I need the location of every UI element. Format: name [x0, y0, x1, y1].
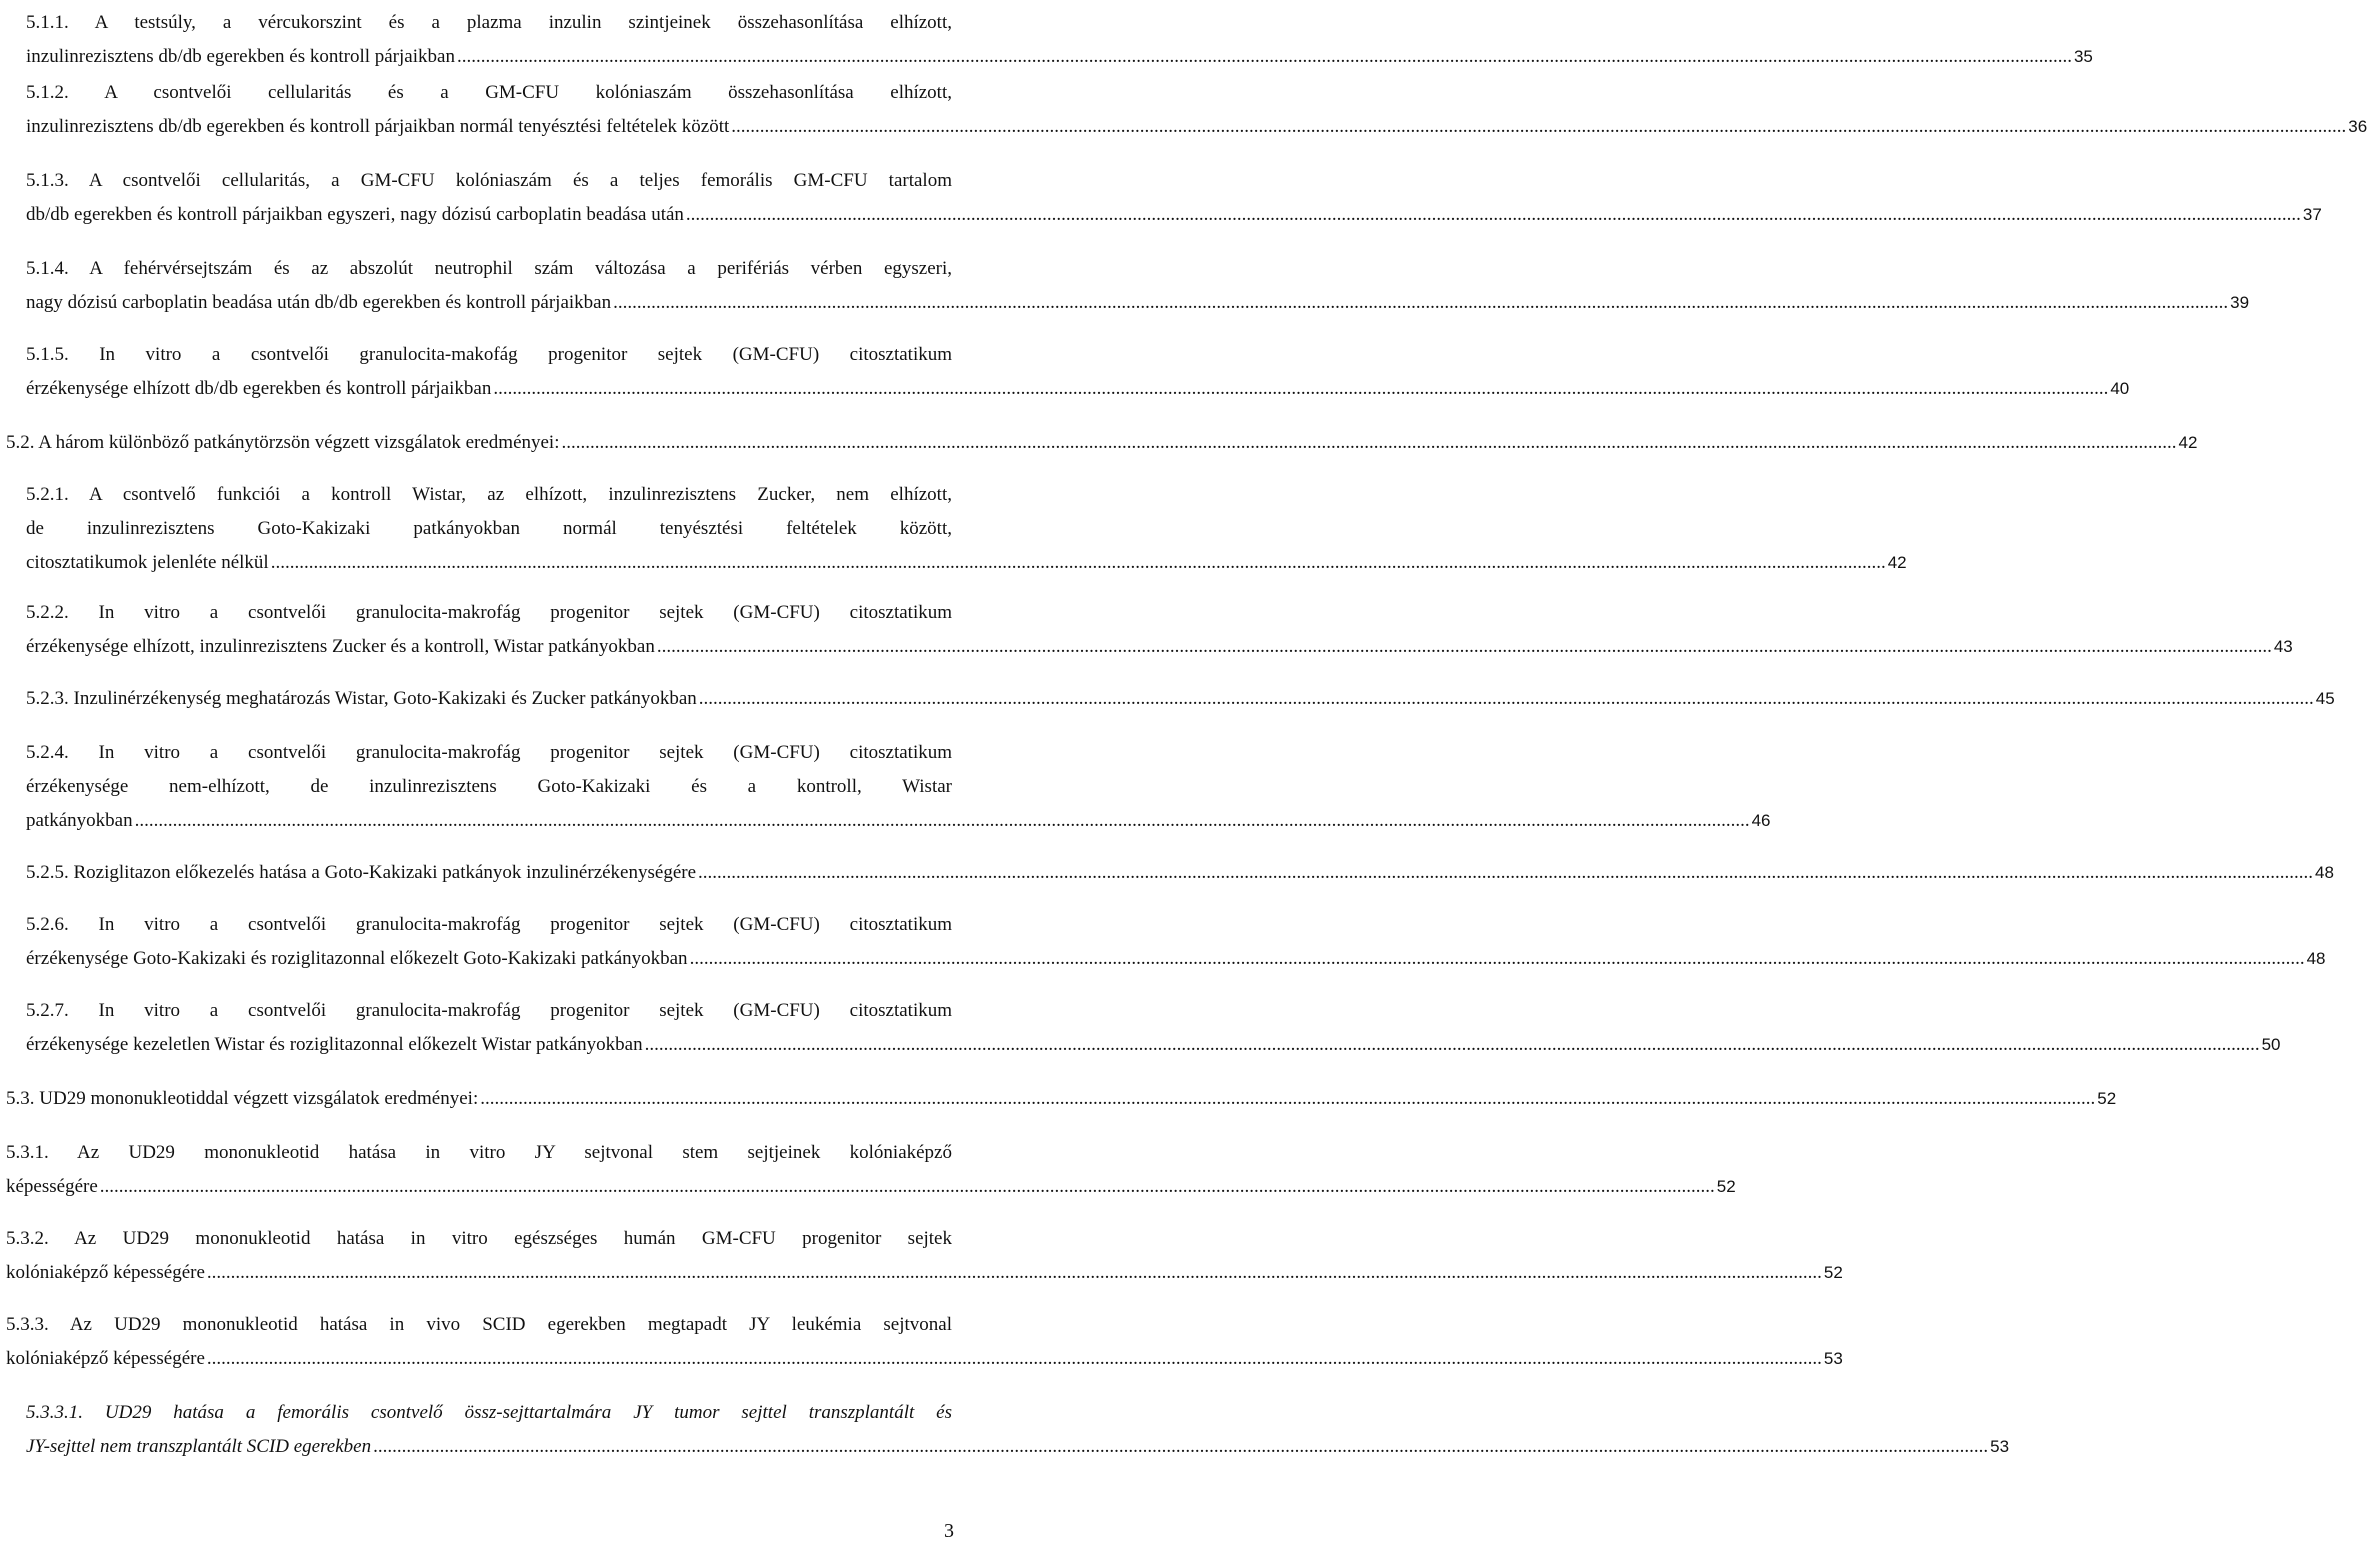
toc-page-number: 46	[1751, 811, 1771, 830]
toc-text: inzulinrezisztens db/db egerekben és kontroll párjaikban	[26, 46, 455, 67]
toc-text: kolóniaképző képességére	[6, 1262, 205, 1283]
toc-leader	[562, 432, 2177, 453]
toc-text: kolóniaképző képességére	[6, 1348, 205, 1369]
toc-page-number: 52	[1716, 1177, 1736, 1196]
toc-text: képességére	[6, 1176, 98, 1197]
toc-page-number: 52	[2097, 1089, 2117, 1108]
toc-line: 5.1.4. A fehérvérsejtszám és az abszolút neutrophil szám változása a perifériás vérben egyszeri,	[26, 258, 952, 279]
toc-text: inzulinrezisztens db/db egerekben és kontroll párjaikban normál tenyésztési feltételek között	[26, 116, 730, 137]
toc-line: 5.3.2. Az UD29 mononukleotid hatása in vitro egészséges humán GM-CFU progenitor sejtek	[6, 1228, 952, 1249]
toc-entry	[26, 682, 2335, 716]
toc-text: nagy dózisú carboplatin beadása után db/db egerekben és kontroll párjaikban	[26, 292, 612, 313]
toc-entry	[26, 856, 2334, 890]
toc-line: de inzulinrezisztens Goto-Kakizaki patkányokban normál tenyésztési feltételek között,	[26, 518, 952, 539]
toc-leader	[699, 688, 2314, 709]
toc-entry	[26, 6, 2093, 74]
toc-text: 5.2.3. Inzulinérzékenység meghatározás Wistar, Goto-Kakizaki és Zucker patkányokban	[26, 688, 697, 709]
toc-text: érzékenysége elhízott db/db egerekben és kontroll párjaikban	[26, 378, 492, 399]
toc-line: 5.1.3. A csontvelői cellularitás, a GM-CFU kolóniaszám és a teljes femorális GM-CFU tartalom	[26, 170, 952, 191]
toc-page-number: 43	[2273, 637, 2293, 656]
toc-leader	[207, 1348, 1822, 1369]
page-number: 3	[944, 1520, 954, 1542]
toc-entry	[26, 596, 2293, 664]
toc-page-number: 48	[2315, 863, 2334, 882]
toc-text: JY-sejttel nem transzplantált SCID egerekben	[26, 1436, 372, 1457]
toc-entry	[26, 908, 2326, 976]
toc-page-number: 45	[2315, 689, 2335, 708]
toc-text: érzékenysége kezeletlen Wistar és roziglitazonnal előkezelt Wistar patkányokban	[26, 1034, 643, 1055]
toc-leader	[731, 116, 2346, 137]
toc-page-number: 36	[2348, 117, 2367, 136]
toc-entry	[26, 164, 2322, 232]
toc-line: 5.1.5. In vitro a csontvelői granulocita-makofág progenitor sejtek (GM-CFU) citosztatikum	[26, 344, 952, 365]
toc-text: 5.2. A három különböző patkánytörzsön végzett vizsgálatok eredményei:	[6, 432, 560, 453]
toc-line: 5.2.6. In vitro a csontvelői granulocita-makrofág progenitor sejtek (GM-CFU) citosztatikum	[26, 914, 952, 935]
toc-page-number: 35	[2073, 47, 2093, 66]
toc-page-number: 48	[2306, 949, 2326, 968]
toc-page-number: 53	[1823, 1349, 1843, 1368]
toc-leader	[493, 378, 2108, 399]
toc-line: 5.3.3.1. UD29 hatása a femorális csontvelő össz-sejttartalmára JY tumor sejttel transzplantált és	[26, 1402, 952, 1423]
toc-line: 5.1.1. A testsúly, a vércukorszint és a plazma inzulin szintjeinek összehasonlítása elhízott,	[26, 12, 952, 33]
toc-text: 5.3. UD29 mononukleotiddal végzett vizsgálatok eredményei:	[6, 1088, 479, 1109]
toc-leader	[613, 292, 2228, 313]
toc-leader	[271, 552, 1886, 573]
toc-leader	[100, 1176, 1715, 1197]
toc-line: 5.2.4. In vitro a csontvelői granulocita-makrofág progenitor sejtek (GM-CFU) citosztatikum	[26, 742, 952, 763]
toc-text: db/db egerekben és kontroll párjaikban egyszeri, nagy dózisú carboplatin beadása után	[26, 204, 684, 225]
toc-entry	[6, 1308, 1843, 1376]
toc-leader	[207, 1262, 1822, 1283]
toc-page-number: 40	[2110, 379, 2130, 398]
toc-page-number: 50	[2261, 1035, 2281, 1054]
toc-text: 5.2.5. Roziglitazon előkezelés hatása a Goto-Kakizaki patkányok inzulinérzékenységére	[26, 862, 697, 883]
toc-page-number: 37	[2302, 205, 2322, 224]
toc-entry	[26, 478, 1907, 580]
toc-page-number: 39	[2230, 293, 2250, 312]
toc-page-number: 42	[2178, 433, 2198, 452]
toc-entry	[6, 1136, 1736, 1204]
toc-text: érzékenysége Goto-Kakizaki és roziglitazonnal előkezelt Goto-Kakizaki patkányokban	[26, 948, 688, 969]
toc-line: 5.1.2. A csontvelői cellularitás és a GM-CFU kolóniaszám összehasonlítása elhízott,	[26, 82, 952, 103]
toc-entry	[26, 994, 2281, 1062]
toc-page-number: 52	[1823, 1263, 1843, 1282]
toc-leader	[480, 1088, 2095, 1109]
toc-entry	[6, 1082, 2117, 1116]
toc-text: citosztatikumok jelenléte nélkül	[26, 552, 269, 573]
toc-leader	[645, 1034, 2260, 1055]
toc-text: patkányokban	[26, 810, 133, 831]
toc-page-number: 53	[1990, 1437, 2010, 1456]
toc-line: 5.2.7. In vitro a csontvelői granulocita-makrofág progenitor sejtek (GM-CFU) citosztatikum	[26, 1000, 952, 1021]
toc-page-number: 42	[1887, 553, 1907, 572]
toc-leader	[690, 948, 2305, 969]
toc-entry	[26, 1396, 2010, 1464]
toc-entry	[26, 736, 1771, 838]
toc-text: érzékenysége elhízott, inzulinrezisztens Zucker és a kontroll, Wistar patkányokban	[26, 636, 655, 657]
toc-line: érzékenysége nem-elhízott, de inzulinrezisztens Goto-Kakizaki és a kontroll, Wistar	[26, 776, 952, 797]
toc-line: 5.3.3. Az UD29 mononukleotid hatása in vivo SCID egerekben megtapadt JY leukémia sejtvonal	[6, 1314, 952, 1335]
toc-line: 5.2.2. In vitro a csontvelői granulocita-makrofág progenitor sejtek (GM-CFU) citosztatikum	[26, 602, 952, 623]
toc-entry	[26, 252, 2250, 320]
toc-entry	[26, 76, 2367, 144]
toc-entry	[6, 1222, 1843, 1290]
toc-leader	[373, 1436, 1988, 1457]
toc-entry	[26, 338, 2130, 406]
toc-line: 5.2.1. A csontvelő funkciói a kontroll Wistar, az elhízott, inzulinrezisztens Zucker, nem elhízott,	[26, 484, 952, 505]
toc-leader	[698, 862, 2313, 883]
toc-line: 5.3.1. Az UD29 mononukleotid hatása in vitro JY sejtvonal stem sejtjeinek kolóniaképző	[6, 1142, 952, 1163]
toc-entry	[6, 426, 2198, 460]
toc-leader	[135, 810, 1750, 831]
toc-leader	[657, 636, 2272, 657]
toc-leader	[686, 204, 2301, 225]
toc-leader	[457, 46, 2072, 67]
